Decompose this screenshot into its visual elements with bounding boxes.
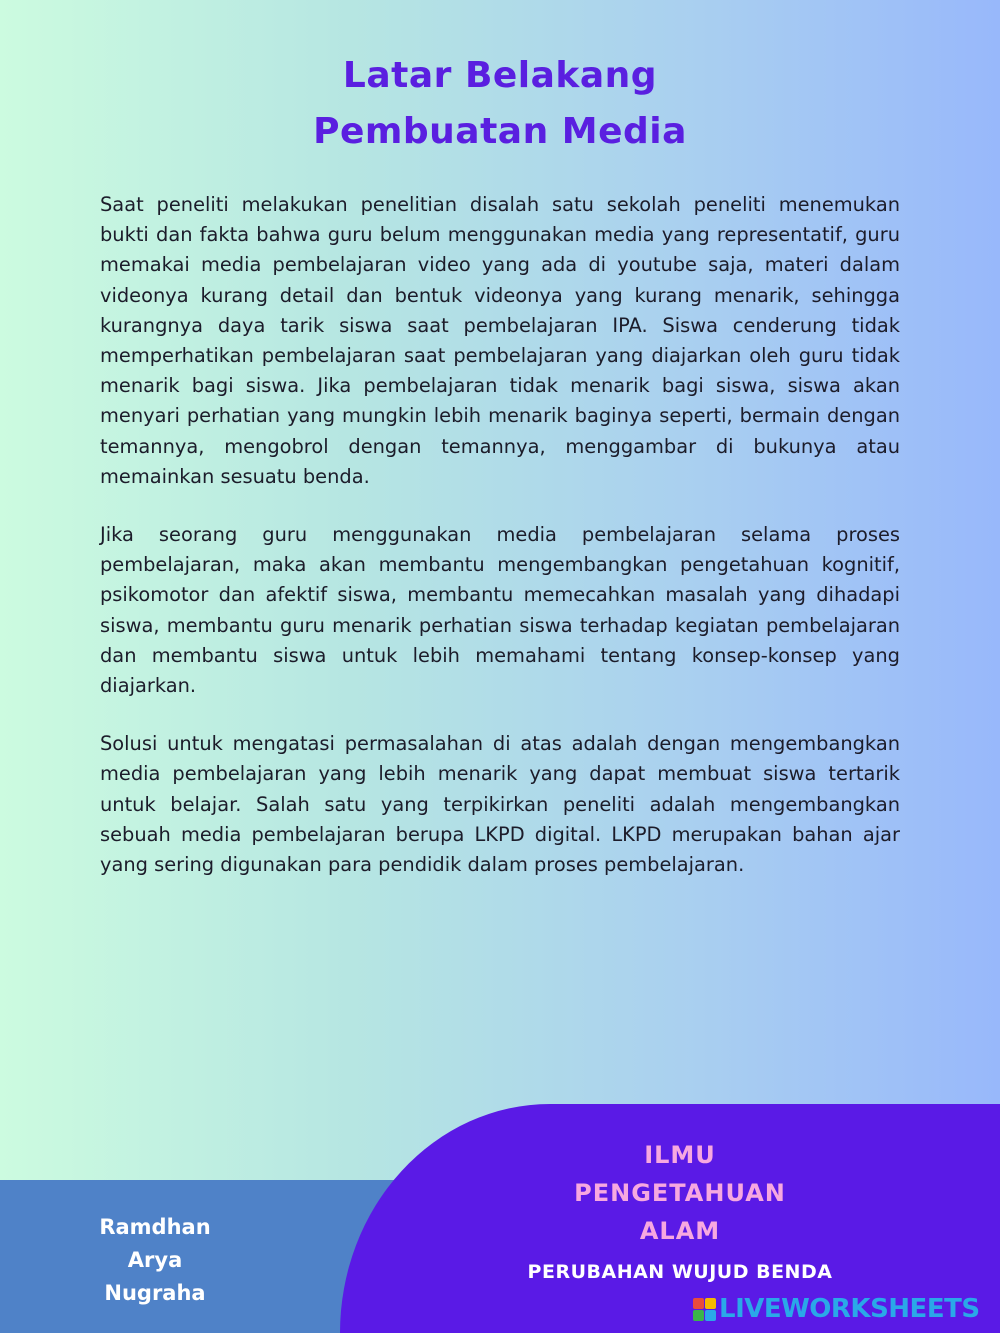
author-line-1: Ramdhan bbox=[99, 1215, 211, 1239]
author-name bbox=[90, 1211, 220, 1310]
paragraph-2: Jika seorang guru menggunakan media pembelajaran selama proses pembelajaran, maka akan membantu mengembangkan pengetahuan kognitif, psikomotor dan afektif siswa, membantu memecahkan masalah yang dihadapi siswa, membantu guru menarik perhatian siswa terhadap kegiatan pembelajaran dan membantu siswa untuk lebih memahami tentang konsep-konsep yang diajarkan. bbox=[100, 523, 900, 698]
watermark-text: LIVEWORKSHEETS bbox=[719, 1294, 980, 1324]
paragraph-3: Solusi untuk mengatasi permasalahan di atas adalah dengan mengembangkan media pembelajaran yang lebih menarik yang dapat membuat siswa tertarik untuk belajar. Salah satu yang terpikirkan peneliti adalah mengembangkan sebuah media pembelajaran berupa LKPD digital. LKPD merupakan bahan ajar yang sering digunakan para pendidik dalam proses pembelajaran. bbox=[100, 732, 900, 877]
author-line-2: Arya bbox=[127, 1248, 183, 1272]
subject-line-1: ILMU bbox=[644, 1141, 716, 1169]
body-text bbox=[100, 190, 900, 908]
paragraph-1: Saat peneliti melakukan penelitian disalah satu sekolah peneliti menemukan bukti dan fakta bahwa guru belum menggunakan media yang representatif, guru memakai media pembelajaran video yang ada di youtube saja, materi dalam videonya kurang detail dan bentuk videonya yang kurang menarik, sehingga kurangnya daya tarik siswa saat pembelajaran IPA. Siswa cenderung tidak memperhatikan pembelajaran saat pembelajaran yang diajarkan oleh guru tidak menarik bagi siswa. Jika pembelajaran tidak menarik bagi siswa, siswa akan menyari perhatian yang mungkin lebih menarik baginya seperti, bermain dengan temannya, mengobrol dengan temannya, menggambar di bukunya atau memainkan sesuatu benda. bbox=[100, 193, 900, 488]
title-line-2: Pembuatan Media bbox=[313, 111, 687, 152]
topic-title: PERUBAHAN WUJUD BENDA bbox=[527, 1261, 833, 1283]
subject-line-3: ALAM bbox=[639, 1217, 721, 1245]
page-title bbox=[0, 48, 1000, 160]
subject-line-2: PENGETAHUAN bbox=[574, 1179, 786, 1207]
subject-title bbox=[490, 1136, 870, 1250]
liveworksheets-logo-icon bbox=[693, 1298, 716, 1321]
liveworksheets-watermark[interactable] bbox=[693, 1293, 980, 1325]
author-line-3: Nugraha bbox=[104, 1281, 206, 1305]
title-line-1: Latar Belakang bbox=[342, 55, 658, 96]
